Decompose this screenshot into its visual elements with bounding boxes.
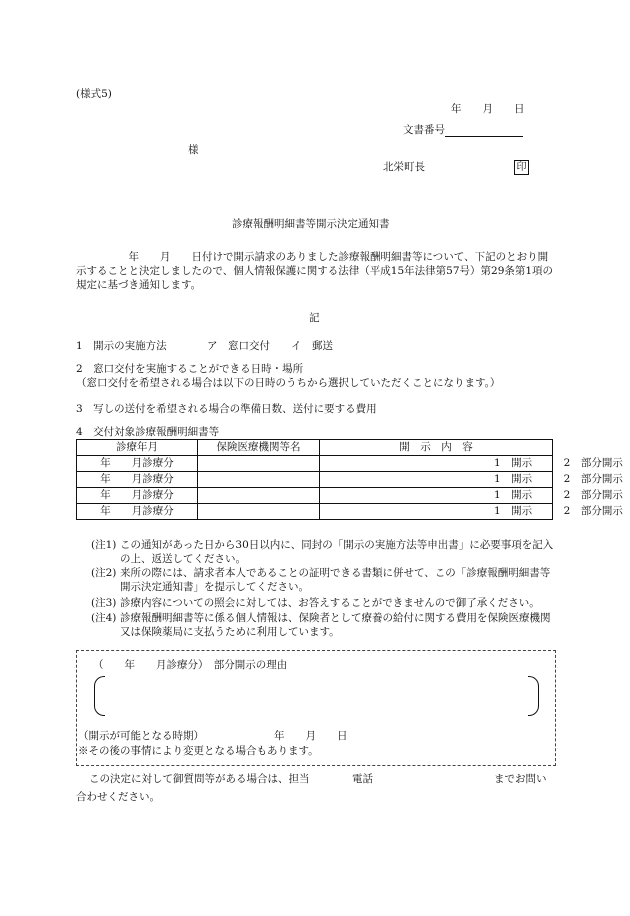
right-bracket [528,676,539,716]
institution-cell [198,456,320,472]
addressee: 様 [188,144,199,156]
item-2: 2 窓口交付を実施することができる日時・場所 [76,363,304,375]
item-3: 3 写しの送付を希望される場合の準備日数、送付に要する費用 [76,403,377,415]
institution-cell [198,504,320,520]
institution-cell [198,472,320,488]
disclosure-period-date: 年 月 日 [274,730,348,742]
date-line: 年 月 日 [451,103,525,115]
header-content: 開 示 内 容 [320,440,553,456]
note-2-text: 来所の際には、請求者本人であることの証明できる書類に併せて、この「診療報酬明細書等開示決定通知書」を提示してください。 [120,567,551,593]
note-4-mark: (注4) [91,612,117,624]
note-2-mark: (注2) [91,567,117,579]
item-1-label: 1 開示の実施方法 [76,340,167,352]
note-1-mark: (注1) [91,539,117,551]
table-header-row [77,440,553,456]
item-4: 4 交付対象診療報酬明細書等 [76,426,220,438]
document-number-blank [445,125,523,137]
document-title: 診療報酬明細書等開示決定通知書 [232,218,390,230]
change-note: ※その後の事情により変更となる場合もあります。 [78,745,319,757]
partial-disclosure-header: （ 年 月診療分） 部分開示の理由 [93,659,288,671]
closing-text-line2: 合わせください。 [76,791,160,803]
content-cell: 1 開示 2 部分開示 [320,456,553,472]
content-cell: 1 開示 2 部分開示 [320,472,553,488]
target-documents-table [76,439,623,520]
note-4-text: 診療報酬明細書等に係る個人情報は、保険者として療養の給付に関する費用を保険医療機関又は保険薬局に支払うために利用しています。 [120,612,551,638]
content-cell: 1 開示 2 部分開示 [320,488,553,504]
document-number-label: 文書番号 [403,124,445,136]
seal-mark: 印 [514,160,529,175]
disclosure-period-label: （開示が可能となる時期） [78,730,204,742]
month-cell: 年 月診療分 [77,488,198,504]
header-institution: 保険医療機関等名 [198,440,320,456]
month-cell: 年 月診療分 [77,472,198,488]
institution-cell [198,488,320,504]
closing-text-part1: この決定に対して御質問等がある場合は、担当 [89,773,310,785]
closing-text-part2: までお問い [494,773,547,785]
left-bracket [94,676,105,716]
month-cell: 年 月診療分 [77,456,198,472]
table-row [77,456,553,472]
item-2-note: （窓口交付を希望される場合は以下の日時のうちから選択していただくことになります。） [76,377,501,389]
table-row [77,472,553,488]
table-row [77,504,553,520]
intro-paragraph: 年 月 日付けで開示請求のありました診療報酬明細書等について、下記のとおり開示することと決定しましたので、個人情報保護に関する法律（平成15年法律第57号）第29条第1項の規定に基づき通知します。 [76,251,554,291]
note-1-text: この通知があった日から30日以内に、同封の「開示の実施方法等申出書」に必要事項を記入の上、返送してください。 [120,539,554,565]
note-3-text: 診療内容についての照会に対しては、お答えすることができませんので御了承ください。 [120,597,540,609]
closing-phone-label: 電話 [352,773,373,785]
header-month: 診療年月 [77,440,198,456]
table-row [77,488,553,504]
note-3-mark: (注3) [91,597,117,609]
month-cell: 年 月診療分 [77,504,198,520]
document-number [403,123,523,137]
content-cell: 1 開示 2 部分開示 [320,504,553,520]
ki-heading: 記 [309,312,320,324]
form-number: (様式5) [76,88,112,100]
item-1-options: ア 窓口交付 イ 郵送 [207,340,333,352]
issuer: 北栄町長 [383,161,425,173]
